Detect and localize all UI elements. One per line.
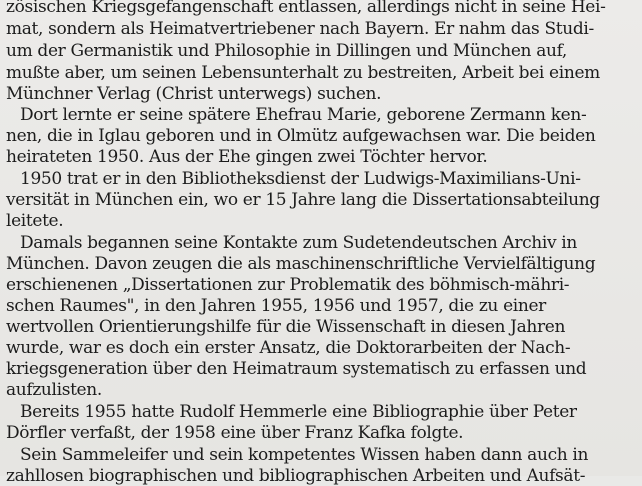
text-line: Bereits 1955 hatte Rudolf Hemmerle eine Bibliographie über Peter [20, 402, 577, 422]
text-line: 1950 trat er in den Bibliotheksdienst der Ludwigs-Maximilians-Uni- [20, 169, 581, 189]
text-line: um der Germanistik und Philosophie in Dillingen und München auf, [6, 41, 567, 61]
text-line: heirateten 1950. Aus der Ehe gingen zwei Töchter hervor. [6, 147, 488, 167]
text-line: wertvollen Orientierungshilfe für die Wissenschaft in diesen Jahren [6, 317, 566, 337]
text-line: München. Davon zeugen die als maschinenschriftliche Vervielfältigung [6, 254, 596, 274]
text-line: Dörfler verfaßt, der 1958 eine über Franz Kafka folgte. [6, 423, 464, 443]
text-line: leitete. [6, 211, 64, 231]
text-line: versität in München ein, wo er 15 Jahre lang die Dissertationsabteilung [6, 190, 600, 210]
text-line: nen, die in Iglau geboren und in Olmütz aufgewachsen war. Die beiden [6, 126, 596, 146]
text-line: Münchner Verlag (Christ unterwegs) suchen. [6, 84, 382, 104]
text-line: aufzulisten. [6, 380, 102, 400]
text-line: erschienenen „Dissertationen zur Problematik des böhmisch-mähri- [6, 275, 570, 295]
text-line: Dort lernte er seine spätere Ehefrau Marie, geborene Zermann ken- [20, 105, 587, 125]
text-line: mat, sondern als Heimatvertriebener nach Bayern. Er nahm das Studi- [6, 19, 594, 39]
text-line: mußte aber, um seinen Lebensunterhalt zu bestreiten, Arbeit bei einem [6, 63, 600, 83]
text-line: zahllosen biographischen und bibliographischen Arbeiten und Aufsät- [6, 466, 586, 486]
text-line: Damals begannen seine Kontakte zum Sudetendeutschen Archiv in [20, 233, 577, 253]
text-line: zösischen Kriegsgefangenschaft entlassen, allerdings nicht in seine Hei- [6, 0, 606, 17]
text-line: kriegsgeneration über den Heimatraum systematisch zu erfassen und [6, 359, 587, 379]
text-line: Sein Sammeleifer und sein kompetentes Wissen haben dann auch in [20, 445, 589, 465]
text-line: wurde, war es doch ein erster Ansatz, die Doktorarbeiten der Nach- [6, 338, 571, 358]
text-line: schen Raumes", in den Jahren 1955, 1956 und 1957, die zu einer [6, 296, 546, 316]
